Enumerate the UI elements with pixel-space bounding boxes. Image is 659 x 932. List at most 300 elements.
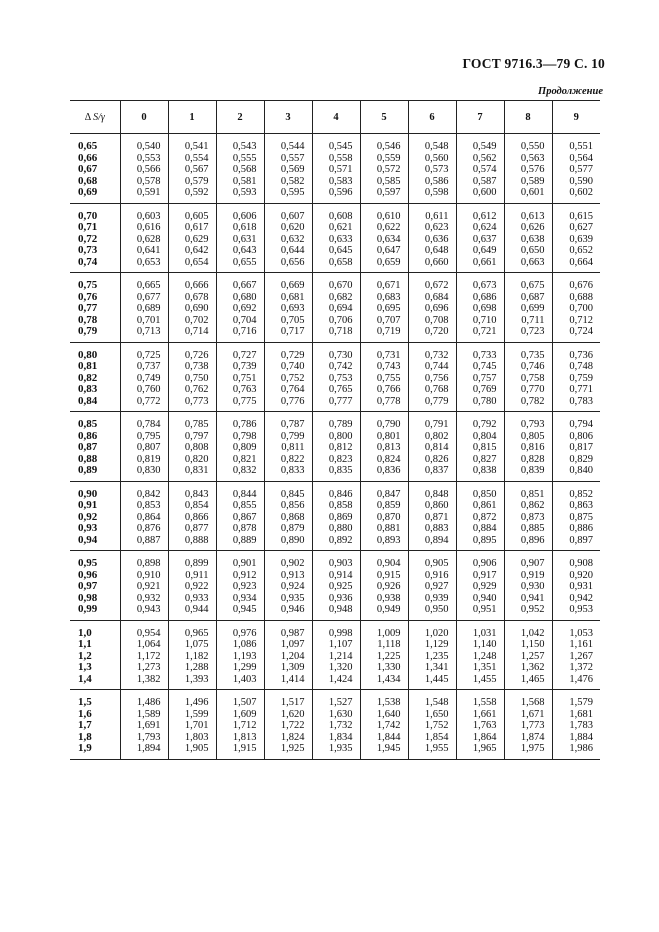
row-key: 0,85 (78, 418, 98, 430)
table-cell: 0,872 (472, 511, 497, 523)
value-column (504, 203, 552, 273)
table-cell: 1,742 (376, 720, 401, 731)
table-cell: 0,656 (280, 256, 305, 268)
row-key: 0,69 (78, 186, 98, 198)
table-cell: 0,951 (472, 604, 497, 615)
table-cell: 1,393 (184, 673, 209, 685)
table-cell: 0,852 (569, 488, 593, 500)
table-cell: 0,708 (424, 314, 449, 326)
table-cell: 1,640 (376, 708, 401, 720)
column-header: 4 (312, 101, 360, 134)
table-cell: 0,948 (328, 604, 353, 615)
table-cell: 0,660 (424, 256, 449, 268)
table-cell: 0,987 (280, 627, 305, 639)
value-column (216, 551, 264, 621)
table-cell: 1,097 (280, 639, 305, 650)
table-cell: 0,714 (184, 326, 209, 337)
table-cell: 0,644 (280, 245, 305, 256)
table-cell: 1,267 (569, 650, 593, 662)
table-cell: 0,595 (280, 187, 305, 198)
table-cell: 0,775 (232, 395, 257, 407)
row-keys (70, 342, 120, 412)
table-cell: 0,582 (280, 175, 305, 187)
row-key: 0,77 (78, 302, 98, 314)
table-cell: 0,642 (184, 245, 209, 256)
row-key: 0,92 (78, 510, 98, 523)
table-cell: 0,545 (328, 141, 353, 152)
table-cell: 1,589 (136, 708, 161, 720)
table-cell: 0,690 (184, 303, 209, 314)
table-cell: 0,689 (136, 303, 161, 314)
table-cell: 0,676 (569, 280, 593, 291)
table-cell: 0,833 (280, 465, 305, 476)
table-cell: 0,771 (569, 384, 593, 395)
row-key: 1,2 (78, 649, 92, 662)
row-key: 0,65 (78, 140, 98, 152)
table-cell: 0,684 (424, 291, 449, 303)
value-column (312, 481, 360, 551)
table-cell: 1,548 (424, 697, 449, 708)
table-cell: 0,790 (376, 419, 401, 430)
table-cell: 0,578 (136, 175, 161, 187)
table-cell: 0,730 (328, 349, 353, 361)
table-cell: 0,884 (472, 523, 497, 534)
value-column (552, 134, 600, 204)
table-cell: 0,576 (520, 164, 545, 175)
table-cell: 0,859 (376, 500, 401, 511)
table-cell: 1,476 (569, 673, 593, 685)
table-row-group (70, 551, 600, 621)
table-cell: 0,998 (328, 627, 353, 639)
table-cell: 0,816 (520, 442, 545, 453)
column-header: 6 (408, 101, 456, 134)
table-cell: 0,892 (328, 534, 353, 546)
table-cell: 0,735 (520, 349, 545, 361)
table-cell: 1,517 (280, 697, 305, 708)
table-cell: 0,564 (569, 152, 593, 164)
table-cell: 0,623 (424, 222, 449, 233)
value-column (456, 412, 504, 482)
value-column (504, 342, 552, 412)
table-cell: 0,940 (472, 592, 497, 604)
table-cell: 0,572 (376, 164, 401, 175)
table-row-group (70, 412, 600, 482)
row-key: 1,3 (78, 661, 92, 673)
table-cell: 0,786 (232, 419, 257, 430)
table-cell: 0,908 (569, 558, 593, 569)
table-cell: 0,901 (232, 558, 257, 569)
value-column (456, 134, 504, 204)
table-cell: 0,680 (232, 291, 257, 303)
table-cell: 0,681 (280, 291, 305, 303)
table-cell: 0,563 (520, 152, 545, 164)
table-cell: 0,862 (520, 500, 545, 511)
table-cell: 0,755 (376, 372, 401, 384)
table-row-group (70, 273, 600, 343)
row-key: 0,94 (78, 533, 98, 546)
table-cell: 0,658 (328, 256, 353, 268)
row-key: 0,73 (78, 244, 98, 256)
table-cell: 1,844 (376, 731, 401, 743)
table-cell: 0,550 (520, 141, 545, 152)
table-cell: 1,507 (232, 697, 257, 708)
table-cell: 0,795 (136, 430, 161, 442)
table-cell: 0,608 (328, 210, 353, 222)
table-cell: 0,683 (376, 291, 401, 303)
table-cell: 1,732 (328, 720, 353, 731)
value-column (264, 134, 312, 204)
row-keys (70, 412, 120, 482)
table-cell: 1,671 (520, 708, 545, 720)
table-cell: 0,814 (424, 442, 449, 453)
table-cell: 0,842 (136, 488, 161, 500)
table-cell: 0,863 (569, 500, 593, 511)
table-cell: 0,854 (184, 500, 209, 511)
table-cell: 0,637 (472, 233, 497, 245)
row-key: 0,79 (78, 325, 98, 337)
table-cell: 1,225 (376, 650, 401, 662)
table-cell: 0,853 (136, 500, 161, 511)
value-column (408, 551, 456, 621)
value-column (168, 620, 216, 690)
table-cell: 0,868 (280, 511, 305, 523)
table-cell: 0,567 (184, 164, 209, 175)
table-cell: 0,549 (472, 141, 497, 152)
table-cell: 0,906 (472, 558, 497, 569)
table-cell: 0,941 (520, 592, 545, 604)
table-cell: 1,763 (472, 720, 497, 731)
table-cell: 0,746 (520, 361, 545, 372)
table-cell: 0,808 (184, 442, 209, 453)
table-row-group (70, 481, 600, 551)
row-key: 1,5 (78, 696, 92, 708)
table-cell: 1,075 (184, 639, 209, 650)
value-column (552, 481, 600, 551)
table-cell: 0,659 (376, 256, 401, 268)
column-header: 3 (264, 101, 312, 134)
table-cell: 0,927 (424, 581, 449, 592)
table-cell: 0,925 (328, 581, 353, 592)
table-cell: 0,846 (328, 488, 353, 500)
table-cell: 1,053 (569, 627, 593, 639)
value-column (168, 481, 216, 551)
table-cell: 0,592 (184, 187, 209, 198)
table-cell: 0,772 (136, 395, 161, 407)
table-cell: 0,758 (520, 372, 545, 384)
table-cell: 0,815 (472, 442, 497, 453)
table-cell: 0,557 (280, 152, 305, 164)
table-cell: 0,879 (280, 523, 305, 534)
table-cell: 1,182 (184, 650, 209, 662)
table-cell: 0,574 (472, 164, 497, 175)
table-cell: 0,907 (520, 558, 545, 569)
table-cell: 0,873 (520, 511, 545, 523)
table-cell: 0,804 (472, 430, 497, 442)
table-cell: 0,624 (472, 222, 497, 233)
table-cell: 0,943 (136, 604, 161, 615)
table-cell: 0,711 (521, 314, 545, 326)
table-cell: 0,716 (232, 326, 257, 337)
table-cell: 0,568 (232, 164, 257, 175)
value-column (216, 134, 264, 204)
table-cell: 0,704 (232, 314, 257, 326)
value-column (504, 412, 552, 482)
table-cell: 1,813 (232, 731, 257, 743)
table-cell: 0,740 (280, 361, 305, 372)
table-cell: 0,710 (472, 314, 497, 326)
row-key: 0,97 (78, 580, 98, 592)
row-key: 1,6 (78, 707, 92, 720)
table-cell: 0,850 (472, 488, 497, 500)
row-key: 0,66 (78, 151, 98, 164)
row-key: 0,78 (78, 313, 98, 326)
value-column (408, 481, 456, 551)
table-cell: 0,800 (328, 430, 353, 442)
value-column (264, 551, 312, 621)
table-cell: 0,798 (232, 430, 257, 442)
table-cell: 0,838 (472, 465, 497, 476)
table-cell: 0,590 (569, 175, 593, 187)
value-column (312, 620, 360, 690)
row-key: 0,72 (78, 232, 98, 245)
table-cell: 0,743 (376, 361, 401, 372)
table-cell: 0,797 (184, 430, 209, 442)
table-cell: 0,904 (376, 558, 401, 569)
value-column (168, 273, 216, 343)
table-cell: 1,403 (232, 673, 257, 685)
table-cell: 0,655 (232, 256, 257, 268)
table-cell: 0,751 (232, 372, 257, 384)
table-cell: 0,930 (520, 581, 545, 592)
table-cell: 1,661 (472, 708, 497, 720)
table-cell: 0,770 (520, 384, 545, 395)
table-cell: 0,776 (280, 395, 305, 407)
value-column (168, 342, 216, 412)
table-cell: 1,558 (472, 697, 497, 708)
table-cell: 0,864 (136, 511, 161, 523)
value-column (456, 342, 504, 412)
table-cell: 1,299 (232, 662, 257, 673)
table-cell: 0,933 (184, 592, 209, 604)
table-cell: 0,860 (424, 500, 449, 511)
row-key: 1,0 (78, 626, 92, 639)
table-cell: 0,912 (232, 569, 257, 581)
table-cell: 0,946 (280, 604, 305, 615)
table-cell: 1,465 (520, 673, 545, 685)
table-cell: 1,257 (520, 650, 545, 662)
table-cell: 1,874 (520, 731, 545, 743)
table-cell: 0,581 (232, 175, 257, 187)
table-cell: 0,700 (569, 303, 593, 314)
table-cell: 1,773 (520, 720, 545, 731)
table-cell: 0,727 (232, 349, 257, 361)
table-cell: 1,630 (328, 708, 353, 720)
table-cell: 0,731 (376, 349, 401, 361)
table-row-group (70, 342, 600, 412)
row-key: 0,67 (78, 163, 98, 175)
value-column (360, 481, 408, 551)
table-cell: 1,803 (184, 731, 209, 743)
table-cell: 0,942 (569, 592, 593, 604)
table-cell: 0,821 (232, 453, 257, 465)
value-column (504, 620, 552, 690)
table-cell: 0,916 (424, 569, 449, 581)
row-keys (70, 134, 120, 204)
table-cell: 0,551 (569, 141, 593, 152)
table-cell: 0,615 (569, 210, 593, 222)
table-cell: 0,733 (472, 349, 497, 361)
value-column (504, 273, 552, 343)
table-cell: 0,827 (472, 453, 497, 465)
table-cell: 1,118 (377, 639, 401, 650)
value-column (168, 551, 216, 621)
table-cell: 0,749 (136, 372, 161, 384)
table-cell: 0,889 (232, 534, 257, 546)
value-column (120, 273, 168, 343)
table-cell: 0,896 (520, 534, 545, 546)
table-cell: 0,851 (520, 488, 545, 500)
table-cell: 0,598 (424, 187, 449, 198)
row-key: 1,4 (78, 672, 92, 685)
table-cell: 0,871 (424, 511, 449, 523)
value-column (408, 412, 456, 482)
column-header: 9 (552, 101, 600, 134)
table-cell: 0,682 (328, 291, 353, 303)
table-cell: 1,925 (280, 743, 305, 754)
table-cell: 0,856 (280, 500, 305, 511)
table-cell: 0,618 (232, 222, 257, 233)
table-cell: 0,789 (328, 419, 353, 430)
table-cell: 0,783 (569, 395, 593, 407)
table-cell: 0,752 (280, 372, 305, 384)
table-cell: 0,877 (184, 523, 209, 534)
table-cell: 0,666 (184, 280, 209, 291)
row-key: 1,7 (78, 719, 92, 731)
table-cell: 1,824 (280, 731, 305, 743)
data-table (70, 100, 600, 760)
table-cell: 0,616 (136, 222, 161, 233)
table-cell: 0,641 (136, 245, 161, 256)
table-cell: 0,692 (232, 303, 257, 314)
table-cell: 0,729 (280, 349, 305, 361)
table-cell: 0,921 (136, 581, 161, 592)
table-cell: 1,915 (232, 743, 257, 754)
table-cell: 1,722 (280, 720, 305, 731)
row-key: 0,74 (78, 255, 98, 268)
table-cell: 0,629 (184, 233, 209, 245)
table-cell: 0,811 (281, 442, 305, 453)
table-cell: 0,787 (280, 419, 305, 430)
table-cell: 0,705 (280, 314, 305, 326)
table-cell: 1,527 (328, 697, 353, 708)
table-cell: 0,885 (520, 523, 545, 534)
table-row-group (70, 690, 600, 760)
table-cell: 1,568 (520, 697, 545, 708)
table-cell: 0,799 (280, 430, 305, 442)
table-cell: 0,779 (424, 395, 449, 407)
table-cell: 0,634 (376, 233, 401, 245)
table-cell: 0,835 (328, 465, 353, 476)
table-cell: 0,719 (376, 326, 401, 337)
table-cell: 1,330 (376, 662, 401, 673)
table-cell: 0,777 (328, 395, 353, 407)
row-key: 0,81 (78, 360, 98, 372)
table-cell: 0,586 (424, 175, 449, 187)
table-cell: 0,627 (569, 222, 593, 233)
table-cell: 0,858 (328, 500, 353, 511)
row-key: 1,8 (78, 730, 92, 743)
value-column (360, 203, 408, 273)
table-cell: 1,864 (472, 731, 497, 743)
table-cell: 0,890 (280, 534, 305, 546)
value-column (312, 273, 360, 343)
table-cell: 0,773 (184, 395, 209, 407)
table-cell: 1,965 (472, 743, 497, 754)
table-cell: 1,351 (472, 662, 497, 673)
table-cell: 0,840 (569, 465, 593, 476)
table-cell: 1,382 (136, 673, 161, 685)
row-key: 0,90 (78, 487, 98, 500)
table-row-group (70, 203, 600, 273)
table-cell: 0,737 (136, 361, 161, 372)
table-cell: 0,785 (184, 419, 209, 430)
table-cell: 0,954 (136, 627, 161, 639)
value-column (264, 412, 312, 482)
table-cell: 0,696 (424, 303, 449, 314)
table-cell: 0,688 (569, 291, 593, 303)
table-cell: 0,617 (184, 222, 209, 233)
table-cell: 0,870 (376, 511, 401, 523)
row-key: 1,9 (78, 742, 92, 754)
value-column (216, 412, 264, 482)
table-cell: 1,538 (376, 697, 401, 708)
table-cell: 0,829 (569, 453, 593, 465)
table-cell: 0,639 (569, 233, 593, 245)
value-column (264, 203, 312, 273)
value-column (264, 273, 312, 343)
table-cell: 0,897 (569, 534, 593, 546)
table-cell: 1,935 (328, 743, 353, 754)
table-cell: 0,899 (184, 558, 209, 569)
value-column (456, 620, 504, 690)
table-cell: 0,766 (376, 384, 401, 395)
table-cell: 0,847 (376, 488, 401, 500)
value-column (120, 342, 168, 412)
table-cell: 0,573 (424, 164, 449, 175)
value-column (504, 134, 552, 204)
table-cell: 1,309 (280, 662, 305, 673)
table-cell: 0,647 (376, 245, 401, 256)
table-cell: 0,653 (136, 256, 161, 268)
table-cell: 0,631 (232, 233, 257, 245)
table-cell: 0,553 (136, 152, 161, 164)
value-column (216, 203, 264, 273)
table-cell: 0,944 (184, 604, 209, 615)
table-cell: 0,768 (424, 384, 449, 395)
table-cell: 1,752 (424, 720, 449, 731)
table-cell: 0,782 (520, 395, 545, 407)
value-column (456, 481, 504, 551)
table-cell: 0,917 (472, 569, 497, 581)
value-column (552, 412, 600, 482)
row-key: 0,68 (78, 174, 98, 187)
table-cell: 1,020 (424, 627, 449, 639)
value-column (360, 551, 408, 621)
table-cell: 1,042 (520, 627, 545, 639)
table-cell: 1,712 (232, 720, 257, 731)
row-key: 0,99 (78, 603, 98, 615)
table-cell: 1,341 (424, 662, 449, 673)
